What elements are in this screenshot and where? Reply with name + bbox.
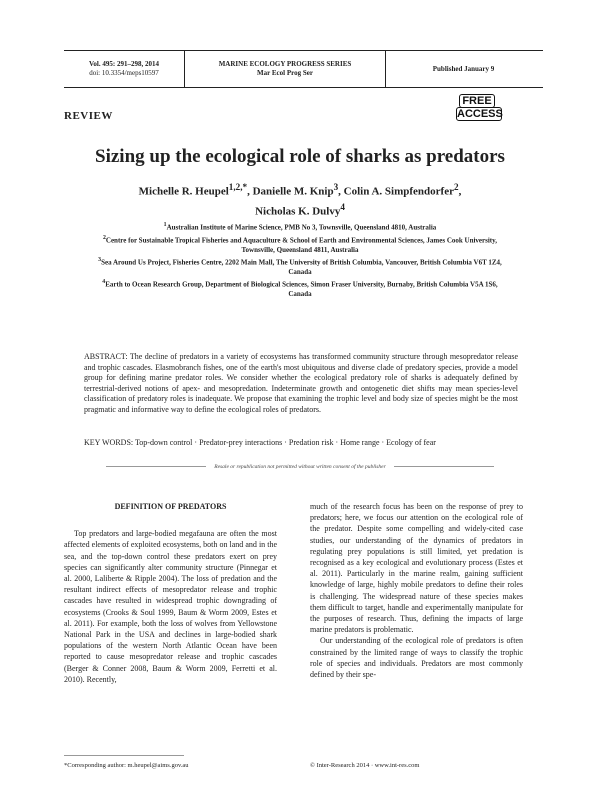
article-title: Sizing up the ecological role of sharks as predators <box>95 146 505 167</box>
abstract: ABSTRACT: The decline of predators in a variety of ecosystems has transformed community structure through mesopredator release and trophic cascades. Elasmobranch fishes, one of the earth's most ubiquitous and diverse clade of predatory species, provide a model group for defining marine predator roles. We consider whether the ecological predatory role of sharks is adequately defined by terrestrial-derived notions of apex- and mesopredation. Indeterminate growth and ontogenetic diet shifts may mean species-level classification of predatory roles is inadequate. We propose that examining the trophic level and body size of species might be the most pragmatic and informative way to define the ecological roles of predators. <box>84 352 518 414</box>
keywords: KEY WORDS: Top-down control · Predator-prey interactions · Predation risk · Home range · Ecology of fear <box>84 438 436 447</box>
journal-header <box>64 50 543 88</box>
doi-link[interactable]: doi: 10.3354/meps10597 <box>89 69 159 77</box>
affiliation: $^4$Earth to Ocean Research Group, Department of Biological Sciences, Simon Fraser University, Burnaby, British Columbia V5A 1S6, Canada <box>102 279 498 299</box>
badge-access: ACCESS <box>457 108 503 120</box>
author-sup: 1,2,* <box>228 182 248 192</box>
copyright-notice: © Inter-Research 2014 · www.int-res.com <box>310 762 420 769</box>
badge-free: FREE <box>459 94 495 108</box>
journal-cell <box>184 51 386 87</box>
body-paragraph: Top predators and large-bodied megafauna are often the most affected elements of exploited ecosystems, both on land and in the sea, and the top-down control these predators exert on prey species can significantly alter community structure (Pinnegar et al. 2000, Laliberte & Ripple 2004). The loss of predation and the resultant indirect effects of mesopredator release and trophic cascades have resulted in widespread trophic downgrading of ecosystems (Crooks & Soul 1999, Baum & Worm 2009, Estes et al. 2011). For example, both the loss of wolves from Yellowstone National Park in the USA and declines in large-bodied shark populations of the western North Atlantic Ocean have been reported to cause mesopredator release and trophic cascades (Berger & Conner 2008, Baum & Worm 2009, Ferretti et al. 2010). Recently, <box>64 529 277 684</box>
author-simpfendorfer: , Colin A. Simpfendorfer <box>338 185 454 198</box>
resale-notice: Resale or republication not permitted without written consent of the publisher <box>60 464 540 470</box>
affiliation: $^3$Sea Around Us Project, Fisheries Centre, 2202 Main Mall, The University of British Columbia, Vancouver, British Columbia V6T 1Z4, Canada <box>98 257 502 276</box>
affiliation: $^2$Centre for Sustainable Tropical Fisheries and Aquaculture & School of Earth and Environmental Sciences, James Cook University, Townsville, Queensland 4811, Australia <box>102 234 498 254</box>
author-sup: 2 <box>453 182 459 192</box>
volume-cell <box>64 51 184 87</box>
section-heading: DEFINITION OF PREDATORS <box>114 502 227 511</box>
body-paragraph: Our understanding of the ecological role of predators is often constrained by the limited range of ways to classify the trophic role of species and individuals. Predators are most commonly defined by their spe- <box>310 636 523 680</box>
author-list: Michelle R. Heupel$^{1,2,*}$, Danielle M. Knip$^3$, Colin A. Simpfendorfer$^2$, Nicholas K. Dulvy$^4$ <box>138 182 462 218</box>
author-knip: , Danielle M. Knip <box>247 185 334 198</box>
free-access-badge <box>456 94 503 122</box>
author-sup: 3 <box>333 182 339 192</box>
corresponding-author-footnote: *Corresponding author: m.heupel@aims.gov.au <box>64 762 189 769</box>
author-sup: 4 <box>340 201 345 212</box>
journal-abbrev: Mar Ecol Prog Ser <box>257 69 313 77</box>
affiliations <box>90 221 510 301</box>
body-paragraph: much of the research focus has been on the response of prey to predators; here, we focus our attention on the ecological role of the predator. Despite some compelling and widely-cited case studies, our understanding of the dynamics of predators in regulating prey populations is still limited, yet predation is recognised as a key ecological and evolutionary process (Estes et al. 2011). Particularly in the marine realm, gaining sufficient knowledge of large, highly mobile predators to define their roles is challenging. The widespread nature of these species makes them difficult to target, handle and experimentally manipulate for the purposes of research. Thus, defining the impacts of large marine predators is problematic. <box>310 502 523 635</box>
author-dulvy: Nicholas K. Dulvy <box>255 205 341 218</box>
right-column <box>310 501 523 680</box>
section-label: REVIEW <box>64 110 113 122</box>
author-heupel: Michelle R. Heupel <box>138 185 229 198</box>
journal-name: MARINE ECOLOGY PROGRESS SERIES <box>218 60 352 68</box>
left-column <box>64 501 277 685</box>
published-date: Published January 9 <box>432 64 495 73</box>
volume-info: Vol. 495: 291–298, 2014 <box>89 60 159 68</box>
affiliation: $^1$Australian Institute of Marine Science, PMB No 3, Townsville, Queensland 4810, Australia <box>163 222 437 232</box>
